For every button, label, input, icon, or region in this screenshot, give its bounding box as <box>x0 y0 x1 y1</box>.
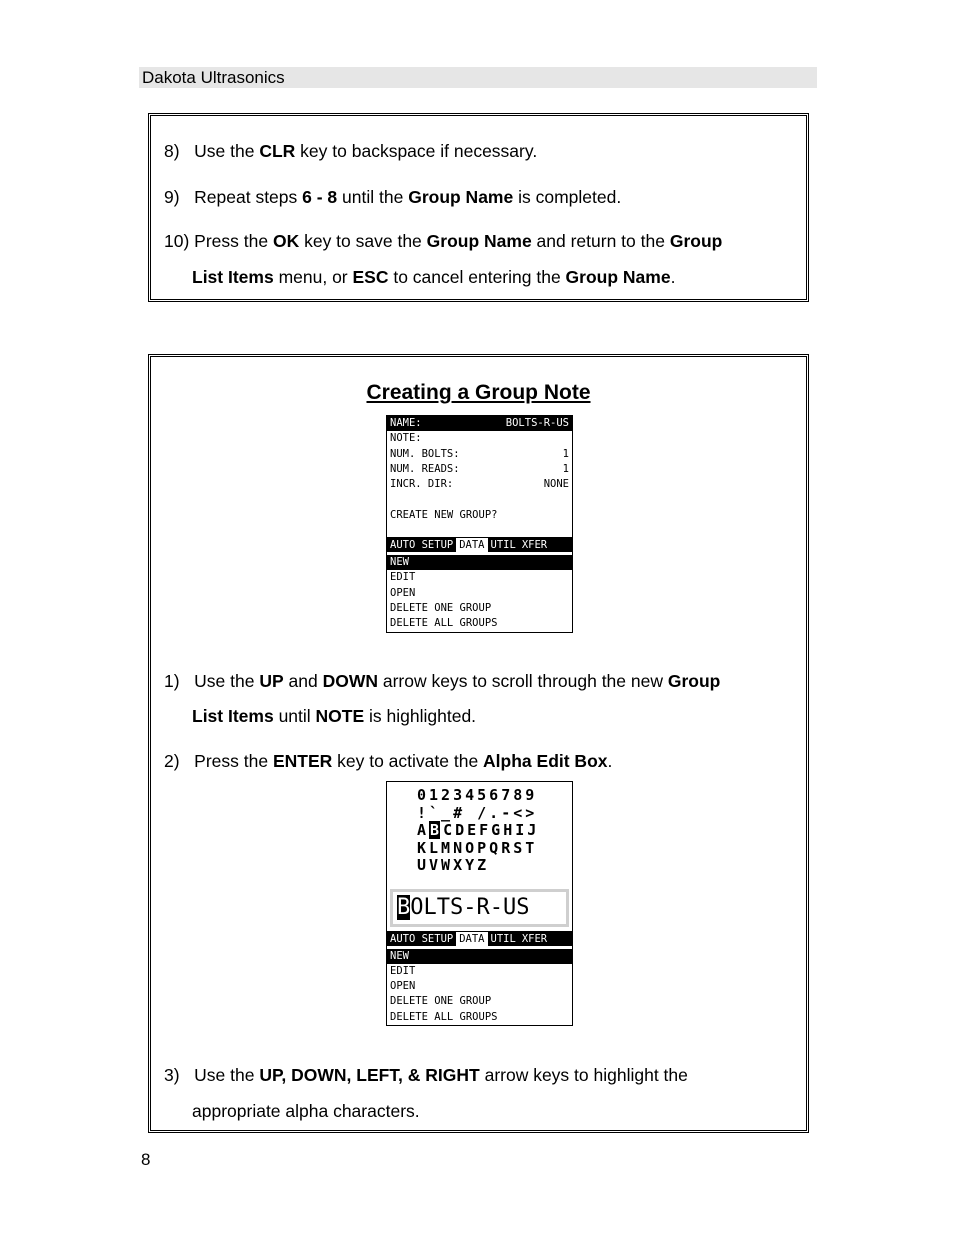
menu-item-delete-all-groups[interactable]: DELETE ALL GROUPS <box>390 617 498 630</box>
menu-item-new[interactable]: NEW <box>387 555 572 570</box>
step-1-line-2: List Items until NOTE is highlighted. <box>192 706 477 726</box>
section-title: Creating a Group Note <box>366 381 591 404</box>
alpha-edit-field[interactable]: BOLTS-R-US <box>390 889 569 927</box>
instruction-box-group-note <box>148 354 809 1133</box>
header-title: Dakota Ultrasonics <box>142 68 285 87</box>
step-8: 8) Use the CLR key to backspace if necessary. <box>164 141 538 161</box>
step-10-line-2: List Items menu, or ESC to cancel entering the Group Name. <box>192 267 676 287</box>
alpha-character-grid[interactable]: 0123456789 !`_# /.-<> AB CDEFGHIJ KLMNOPQRST UVWXYZ <box>417 786 540 874</box>
instruction-box-steps-8-10 <box>148 113 809 302</box>
menu-tabs <box>387 538 572 552</box>
note-row: NOTE: <box>390 432 422 445</box>
tab-xfer[interactable]: XFER <box>521 539 548 552</box>
tab-auto-setup[interactable]: AUTO SETUP <box>390 539 454 552</box>
create-group-prompt: CREATE NEW GROUP? <box>390 508 498 521</box>
tab-data[interactable]: DATA <box>456 932 487 946</box>
step-10: 10) Press the OK key to save the Group Name and return to the Group <box>164 231 723 251</box>
menu-item-edit[interactable]: EDIT <box>390 964 416 977</box>
device-screen-group-info <box>386 415 573 633</box>
tab-util[interactable]: UTIL <box>490 539 516 552</box>
step-1: 1) Use the UP and DOWN arrow keys to scroll through the new Group <box>164 671 721 691</box>
menu-tabs-2 <box>387 932 572 946</box>
running-header <box>139 67 817 88</box>
selected-character: B <box>430 821 440 839</box>
step-9: 9) Repeat steps 6 - 8 until the Group Name is completed. <box>164 187 622 207</box>
edit-cursor: B <box>397 894 411 920</box>
device-screen-alpha-edit <box>386 781 573 1026</box>
step-3: 3) Use the UP, DOWN, LEFT, & RIGHT arrow keys to highlight the <box>164 1065 688 1085</box>
menu-item-edit[interactable]: EDIT <box>390 571 416 584</box>
menu-item-new[interactable]: NEW <box>387 949 572 964</box>
tab-data[interactable]: DATA <box>456 538 487 552</box>
tab-auto-setup[interactable]: AUTO SETUP <box>390 932 454 945</box>
num-bolts-row: NUM. BOLTS: 1 <box>390 447 569 460</box>
step-2: 2) Press the ENTER key to activate the Alpha Edit Box. <box>164 751 613 771</box>
page-number: 8 <box>141 1150 151 1169</box>
tab-util[interactable]: UTIL <box>490 932 516 945</box>
menu-item-delete-all-groups[interactable]: DELETE ALL GROUPS <box>390 1010 498 1023</box>
tab-xfer[interactable]: XFER <box>521 932 548 945</box>
name-row: NAME: BOLTS-R-US <box>387 416 572 431</box>
menu-item-delete-one-group[interactable]: DELETE ONE GROUP <box>390 601 492 614</box>
menu-item-open[interactable]: OPEN <box>390 586 416 599</box>
num-reads-row: NUM. READS: 1 <box>390 462 569 475</box>
step-3-line-2: appropriate alpha characters. <box>192 1101 420 1121</box>
menu-item-delete-one-group[interactable]: DELETE ONE GROUP <box>390 995 492 1008</box>
menu-item-open[interactable]: OPEN <box>390 980 416 993</box>
incr-dir-row: INCR. DIR: NONE <box>390 478 569 491</box>
